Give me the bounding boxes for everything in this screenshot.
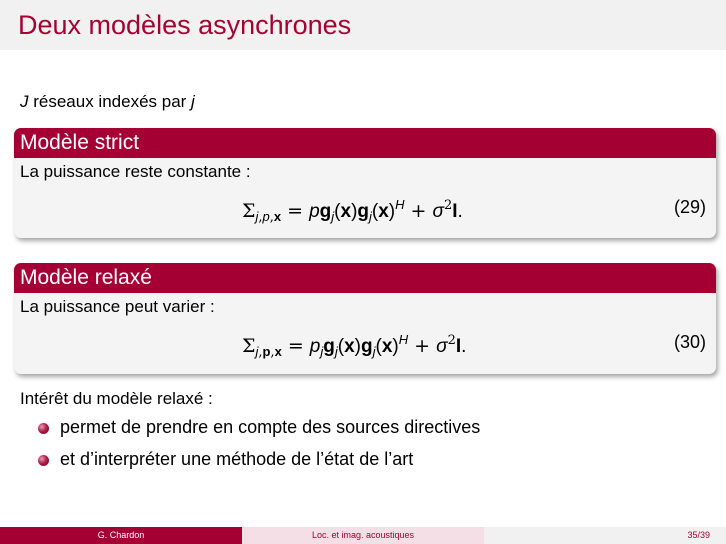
block-text: La puissance reste constante :: [20, 162, 251, 181]
bullet-text: permet de prendre en compte des sources directives: [60, 417, 481, 437]
footer-author: G. Chardon: [0, 527, 242, 544]
bullet-icon: [38, 455, 49, 466]
frame-title: Deux modèles asynchrones: [18, 10, 352, 40]
relaxed-model-interest: Intérêt du modèle relaxé :: [20, 389, 213, 408]
page-number: 35/39: [687, 530, 710, 540]
intro-line: [20, 92, 195, 112]
equation-number: (29): [673, 197, 706, 217]
footer-title: Loc. et imag. acoustiques: [242, 527, 484, 544]
bullet-icon: [38, 423, 49, 434]
block-title: Modèle relaxé: [14, 263, 716, 293]
block-title: Modèle strict: [14, 128, 716, 158]
footer-page-number: [484, 527, 726, 544]
block-relaxed-model: [14, 263, 716, 374]
footer: [0, 527, 726, 544]
block-strict-model: [14, 128, 716, 238]
block-body: [14, 293, 716, 374]
equation-29: $\Sigma_{j,p,x} = pg_j(x)g_j(x)^H + \sigma^2I$.: [242, 197, 463, 225]
intro-index-j: j: [191, 92, 195, 111]
intro-var-J: J: [20, 92, 29, 111]
equation-30: $\Sigma_{j,p,x} = p_jg_j(x)g_j(x)^H + \sigma^2I$.: [242, 332, 467, 360]
block-text: La puissance peut varier :: [20, 297, 215, 316]
block-body: [14, 158, 716, 238]
bullet-text: et d’interpréter une méthode de l’état de l’art: [60, 449, 414, 469]
intro-text: réseaux indexés par: [28, 92, 192, 111]
equation-number: (30): [673, 332, 706, 352]
